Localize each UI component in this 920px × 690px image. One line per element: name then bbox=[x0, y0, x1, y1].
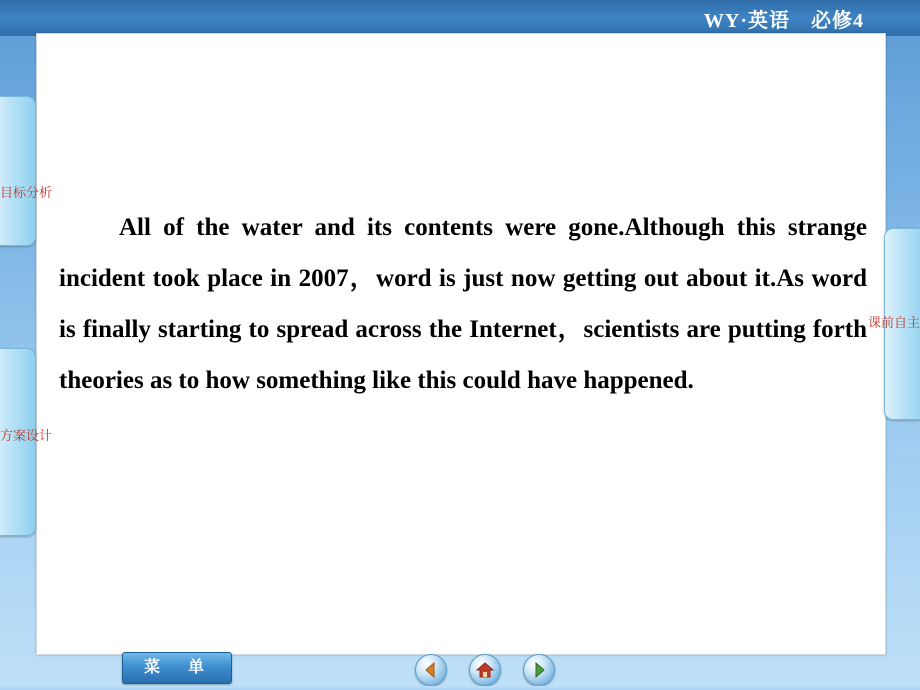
content-panel bbox=[36, 33, 886, 655]
sidebar-tab-plan-design-label: 方案设计 bbox=[0, 428, 53, 443]
home-icon bbox=[475, 660, 495, 680]
nav-icon-group bbox=[415, 652, 565, 686]
sidebar-tab-goal-analysis-label: 目标分析 bbox=[0, 185, 53, 200]
body-paragraph: All of the water and its contents were gone.Although this strange incident took place in 2007，word is just now getting out about it.As word is finally starting to spread across the Internet，scientists are putting forth theories as to how something like this could have happened. bbox=[59, 214, 867, 394]
sidebar-tab-pre-class-study-label: 课前自主 bbox=[867, 315, 920, 330]
header-title: WY·英语 必修4 bbox=[703, 10, 864, 32]
sidebar-tab-goal-analysis[interactable] bbox=[0, 96, 36, 246]
next-slide-button[interactable] bbox=[523, 654, 555, 686]
previous-slide-button[interactable] bbox=[415, 654, 447, 686]
home-slide-button[interactable] bbox=[469, 654, 501, 686]
menu-button[interactable]: 菜 单 bbox=[122, 652, 232, 684]
header-bar bbox=[0, 0, 920, 36]
bottom-strip bbox=[0, 686, 920, 690]
right-arrow-icon bbox=[529, 660, 549, 680]
left-arrow-icon bbox=[421, 660, 441, 680]
